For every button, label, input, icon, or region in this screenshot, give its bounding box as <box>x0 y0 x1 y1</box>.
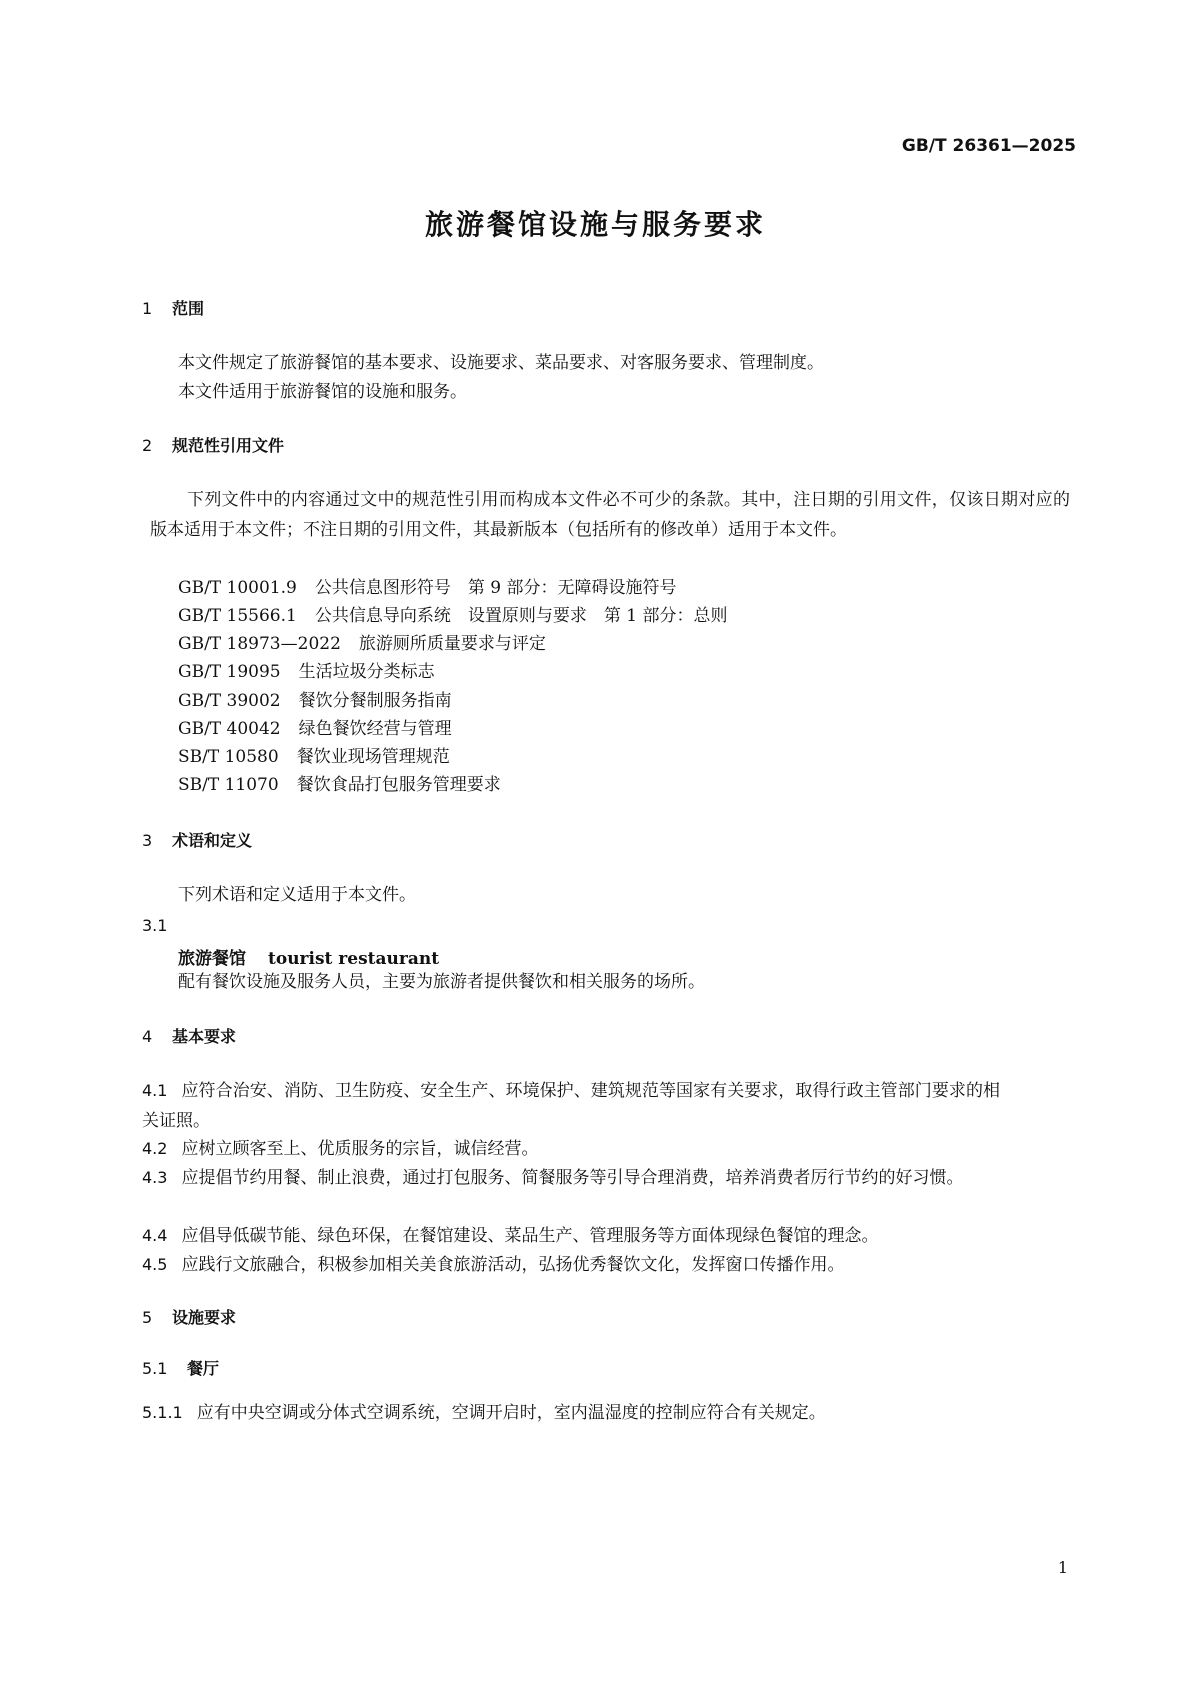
section-heading-facility-requirements <box>142 1305 236 1328</box>
reference-item <box>178 771 501 800</box>
clause-text: 应有中央空调或分体式空调系统，空调开启时，室内温湿度的控制应符合有关规定。 <box>196 1403 826 1423</box>
clause-text: 应提倡节约用餐、制止浪费，通过打包服务、简餐服务等引导合理消费，培养消费者厉行节约的好习惯。 <box>181 1168 964 1188</box>
clause-text: 应践行文旅融合，积极参加相关美食旅游活动，弘扬优秀餐饮文化，发挥窗口传播作用。 <box>181 1255 845 1275</box>
section-title: 术语和定义 <box>172 831 253 850</box>
reference-item <box>178 687 452 716</box>
clause-number: 4.1 <box>142 1081 168 1100</box>
page-number: 1 <box>1057 1558 1068 1577</box>
clause <box>142 1134 1000 1165</box>
clause-number: 4.3 <box>142 1168 168 1187</box>
section-number: 4 <box>142 1027 153 1046</box>
reference-name: 餐饮分餐制服务指南 <box>298 691 452 711</box>
clause <box>142 1250 1000 1281</box>
document-title: 旅游餐馆设施与服务要求 <box>424 208 766 241</box>
section-number: 1 <box>142 299 153 318</box>
clause-number: 4.2 <box>142 1139 168 1158</box>
section-number: 3 <box>142 831 153 850</box>
reference-name: 生活垃圾分类标志 <box>298 662 435 682</box>
reference-code: GB/T 39002 <box>178 691 281 711</box>
section-heading-normative-references <box>142 433 284 456</box>
clause-number: 4.4 <box>142 1226 168 1245</box>
reference-item <box>178 602 727 631</box>
term-english: tourist restaurant <box>268 949 440 969</box>
clause-text: 应树立顾客至上、优质服务的宗旨，诚信经营。 <box>181 1139 539 1159</box>
reference-item <box>178 574 676 603</box>
paragraph: 下列文件中的内容通过文中的规范性引用而构成本文件必不可少的条款。其中，注日期的引用文件，仅该日期对应的版本适用于本文件；不注日期的引用文件，其最新版本（包括所有的修改单）适用于本文件。 <box>150 490 1070 540</box>
reference-code: GB/T 19095 <box>178 662 281 682</box>
reference-name: 餐饮业现场管理规范 <box>296 747 450 767</box>
reference-code: SB/T 10580 <box>178 747 279 767</box>
clause <box>142 1221 1000 1252</box>
reference-code: GB/T 40042 <box>178 719 281 739</box>
reference-code: GB/T 10001.9 <box>178 578 297 598</box>
reference-item <box>178 630 546 659</box>
section-heading-basic-requirements <box>142 1024 236 1047</box>
term-entry <box>178 944 439 969</box>
section-title: 基本要求 <box>172 1027 237 1046</box>
clause-text: 应符合治安、消防、卫生防疫、安全生产、环境保护、建筑规范等国家有关要求，取得行政主管部门要求的相关证照。 <box>142 1081 1000 1131</box>
subsection-number: 5.1 <box>142 1359 168 1378</box>
term-number: 3.1 <box>142 916 168 935</box>
clause <box>142 1076 1000 1136</box>
reference-item <box>178 743 450 772</box>
section-title: 规范性引用文件 <box>172 436 285 455</box>
section-number: 2 <box>142 436 153 455</box>
clause-text: 应倡导低碳节能、绿色环保，在餐馆建设、菜品生产、管理服务等方面体现绿色餐馆的理念。 <box>181 1226 879 1246</box>
section-heading-terms <box>142 828 252 851</box>
reference-name: 公共信息导向系统 设置原则与要求 第 1 部分：总则 <box>314 606 728 626</box>
paragraph: 本文件规定了旅游餐馆的基本要求、设施要求、菜品要求、对客服务要求、管理制度。 <box>178 353 824 373</box>
subsection-heading-dining-hall <box>142 1356 219 1379</box>
section-heading-scope <box>142 296 204 319</box>
section-title: 范围 <box>172 299 205 318</box>
reference-name: 公共信息图形符号 第 9 部分：无障碍设施符号 <box>314 578 677 598</box>
clause <box>142 1163 1000 1194</box>
reference-code: GB/T 18973—2022 <box>178 634 341 654</box>
reference-name: 旅游厕所质量要求与评定 <box>358 634 546 654</box>
clause-number: 4.5 <box>142 1255 168 1274</box>
paragraph: 下列术语和定义适用于本文件。 <box>178 885 416 905</box>
reference-item <box>178 658 435 687</box>
clause-number: 5.1.1 <box>142 1403 183 1422</box>
standard-code: GB/T 26361—2025 <box>901 136 1076 156</box>
reference-code: GB/T 15566.1 <box>178 606 297 626</box>
reference-item <box>178 715 452 744</box>
paragraph: 本文件适用于旅游餐馆的设施和服务。 <box>178 382 467 402</box>
section-number: 5 <box>142 1308 153 1327</box>
term-chinese: 旅游餐馆 <box>178 949 246 969</box>
reference-code: SB/T 11070 <box>178 775 279 795</box>
section-title: 设施要求 <box>172 1308 237 1327</box>
term-definition: 配有餐饮设施及服务人员，主要为旅游者提供餐饮和相关服务的场所。 <box>178 972 705 992</box>
clause <box>142 1398 1000 1429</box>
reference-name: 餐饮食品打包服务管理要求 <box>296 775 501 795</box>
reference-name: 绿色餐饮经营与管理 <box>298 719 452 739</box>
subsection-title: 餐厅 <box>187 1359 220 1378</box>
